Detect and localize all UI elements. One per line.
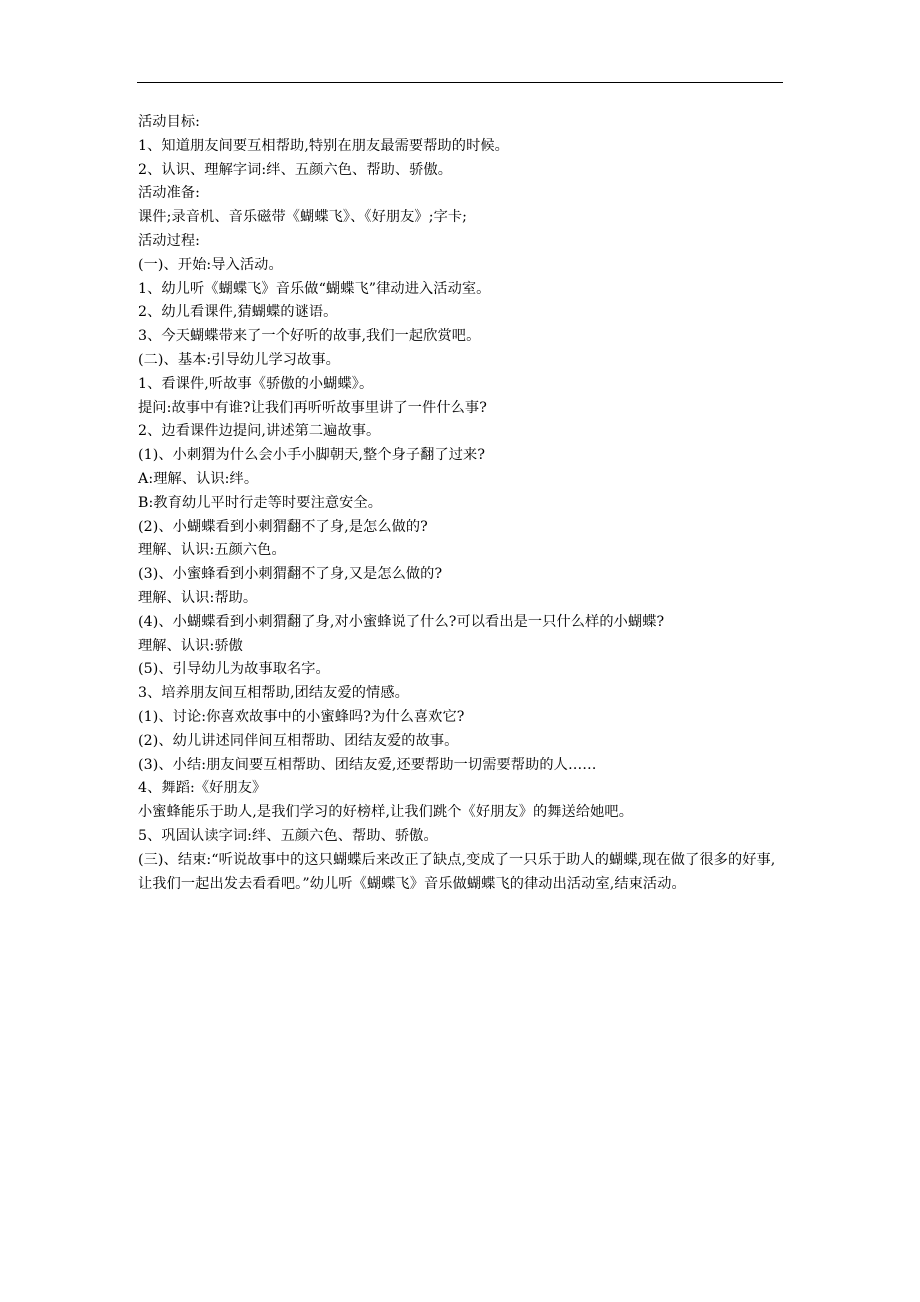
process-part-2-heading: (二)、基本:引导幼儿学习故事。 (138, 351, 340, 368)
process-substep: (2)、幼儿讲述同伴间互相帮助、团结友爱的故事。 (138, 732, 459, 749)
process-step: 2、边看课件边提问,讲述第二遍故事。 (138, 423, 381, 440)
process-step: 3、培养朋友间互相帮助,团结友爱的情感。 (138, 685, 409, 702)
process-step: 5、巩固认读字词:绊、五颜六色、帮助、骄傲。 (138, 827, 438, 844)
process-step: 1、幼儿听《蝴蝶飞》音乐做“蝴蝶飞”律动进入活动室。 (138, 280, 491, 297)
goal-item-2: 2、认识、理解字词:绊、五颜六色、帮助、骄傲。 (138, 161, 453, 178)
process-step: 1、看课件,听故事《骄傲的小蝴蝶》。 (138, 375, 374, 392)
process-note: 小蜜蜂能乐于助人,是我们学习的好榜样,让我们跳个《好朋友》的舞送给她吧。 (138, 804, 633, 821)
document-body (138, 111, 786, 896)
goal-item-1: 1、知道朋友间要互相帮助,特别在朋友最需要帮助的时候。 (138, 137, 509, 154)
preparation-materials: 课件;录音机、音乐磁带《蝴蝶飞》、《好朋友》;字卡; (138, 209, 468, 226)
process-substep: (2)、小蝴蝶看到小刺猬翻不了身,是怎么做的? (138, 518, 428, 535)
process-question: 提问:故事中有谁?让我们再听听故事里讲了一件什么事? (138, 399, 487, 416)
process-substep: (5)、引导幼儿为故事取名字。 (138, 661, 330, 678)
section-heading-process: 活动过程: (138, 232, 201, 249)
process-substep: 理解、认识:五颜六色。 (138, 542, 286, 559)
process-substep: (3)、小蜜蜂看到小刺猬翻不了身,又是怎么做的? (138, 566, 443, 583)
process-step: 3、今天蝴蝶带来了一个好听的故事,我们一起欣赏吧。 (138, 328, 481, 345)
section-heading-goals: 活动目标: (138, 114, 201, 130)
process-substep: (4)、小蝴蝶看到小刺猬翻了身,对小蜜蜂说了什么?可以看出是一只什么样的小蝴蝶? (138, 613, 665, 630)
process-step: 2、幼儿看课件,猜蝴蝶的谜语。 (138, 304, 338, 321)
process-part-1-heading: (一)、开始:导入活动。 (138, 256, 283, 273)
process-substep: B:教育幼儿平时行走等时要注意安全。 (138, 494, 383, 511)
process-substep: A:理解、认识:绊。 (138, 470, 259, 487)
process-substep: (1)、讨论:你喜欢故事中的小蜜蜂吗?为什么喜欢它? (138, 708, 465, 725)
process-substep: 理解、认识:骄傲 (138, 637, 243, 654)
process-substep: 理解、认识:帮助。 (138, 589, 258, 606)
process-step: 4、舞蹈:《好朋友》 (138, 780, 267, 797)
closing-paragraph: (三)、结束:“听说故事中的这只蝴蝶后来改正了缺点,变成了一只乐于助人的蝴蝶,现在做了很多的好事,让我们一起出发去看看吧。”幼儿听《蝴蝶飞》音乐做蝴蝶飞的律动出活动室,结束活动。 (138, 851, 776, 892)
header-rule (137, 82, 783, 83)
process-substep: (1)、小刺猬为什么会小手小脚朝天,整个身子翻了过来? (138, 447, 486, 464)
process-substep: (3)、小结:朋友间要互相帮助、团结友爱,还要帮助一切需要帮助的人…… (138, 756, 597, 773)
section-heading-preparation: 活动准备: (138, 185, 201, 202)
